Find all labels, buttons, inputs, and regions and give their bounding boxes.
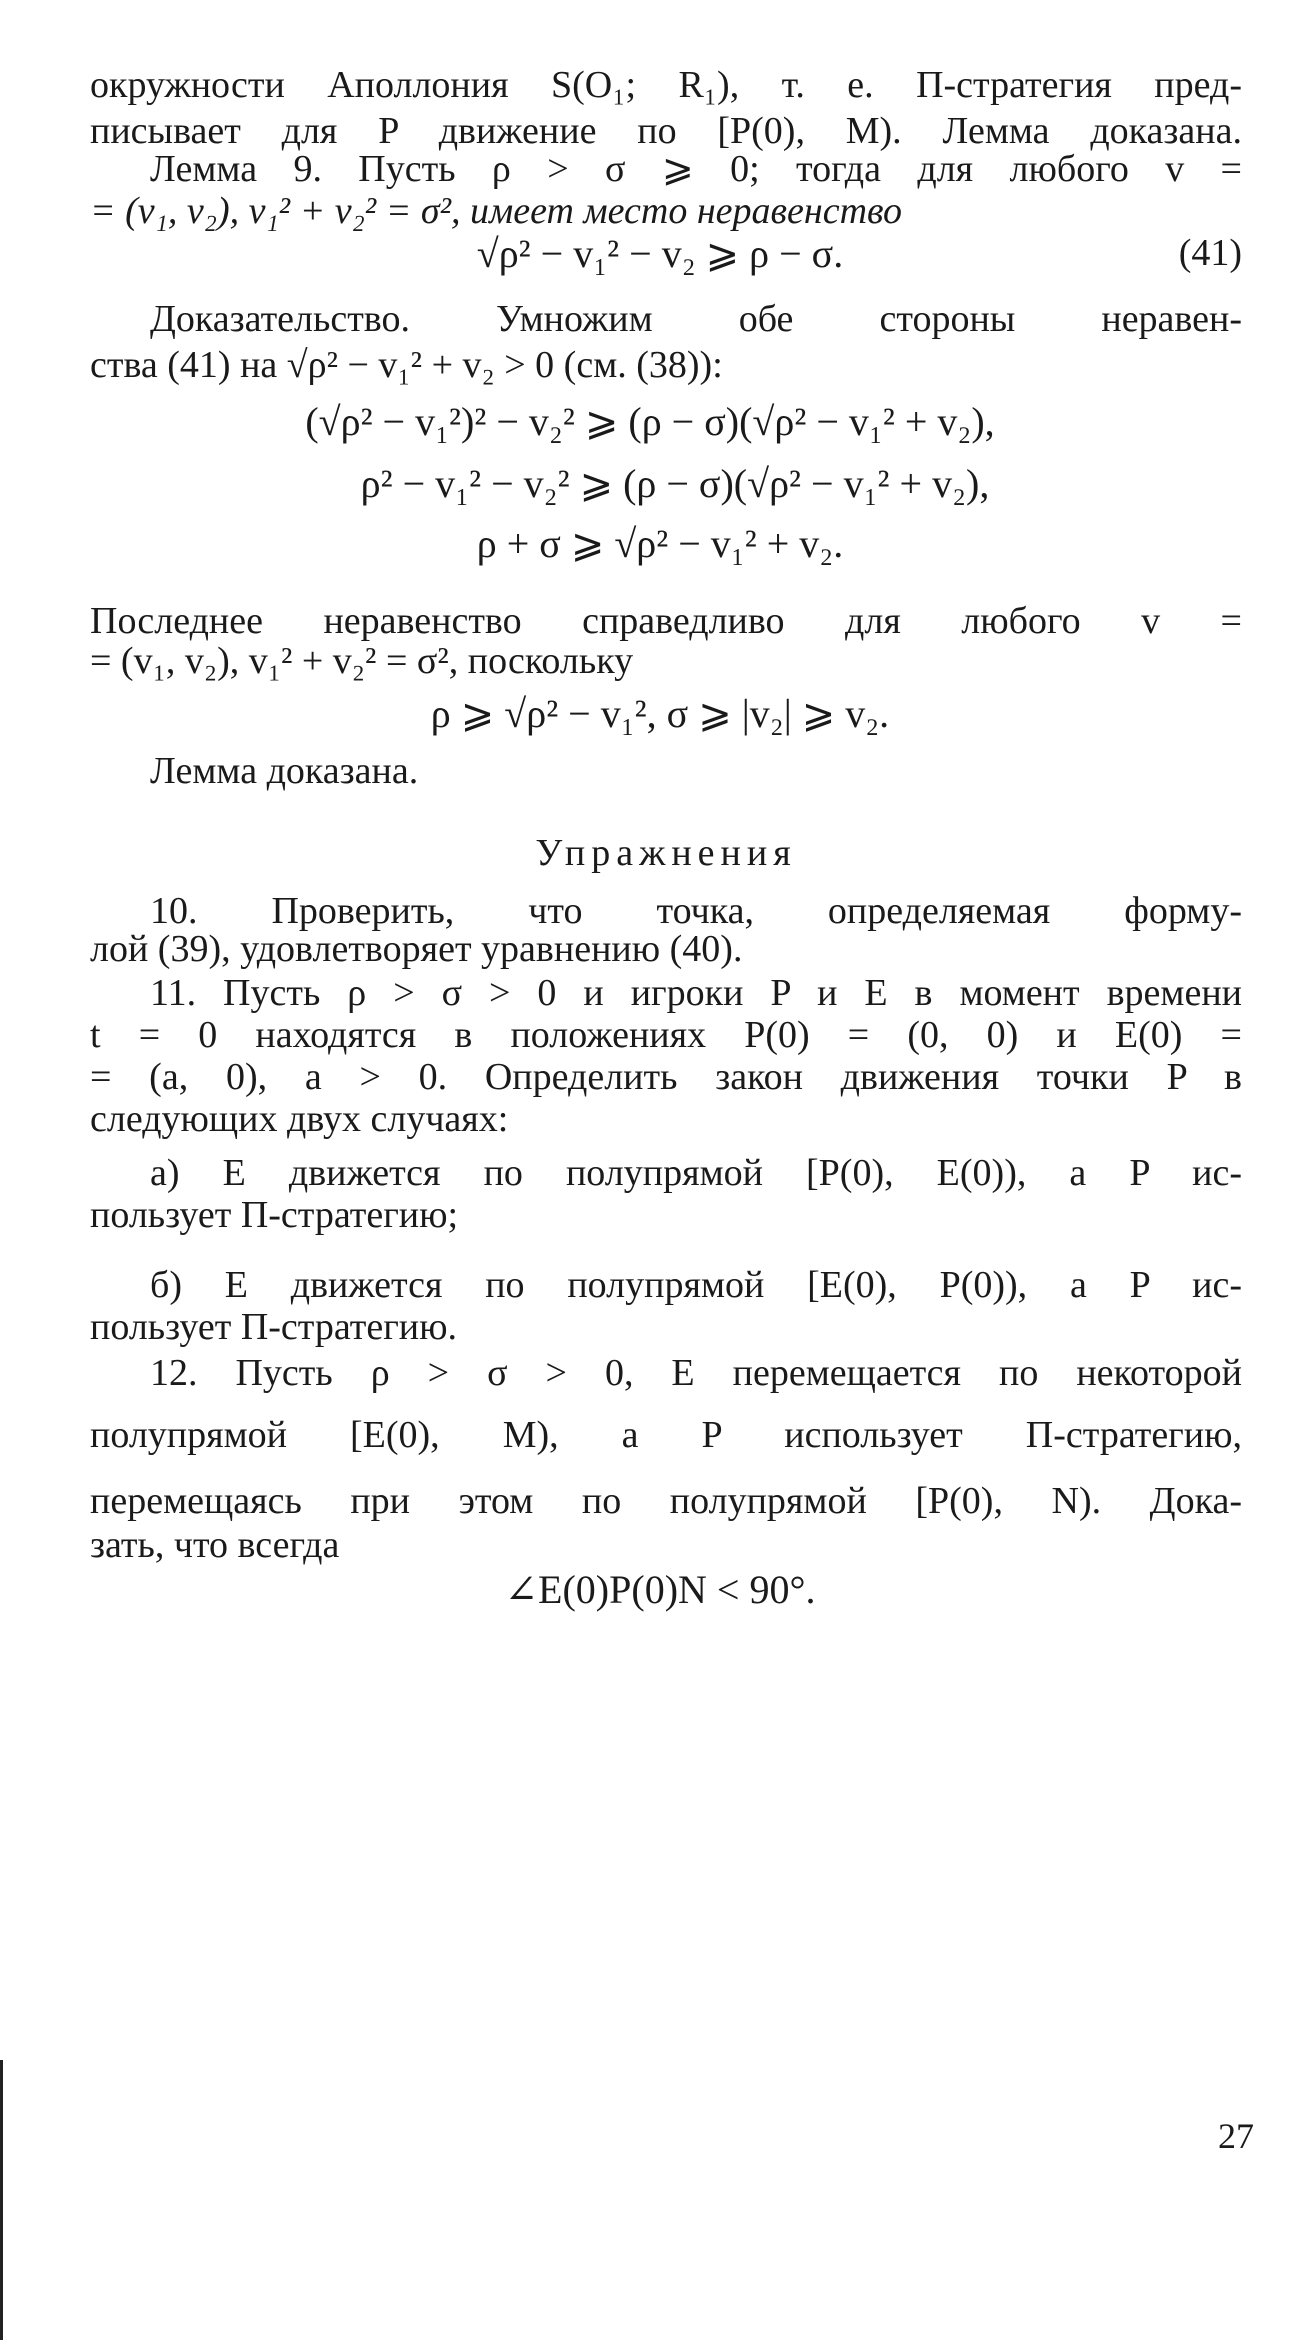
lemma-proved-line: Лемма доказана. xyxy=(150,750,419,792)
page-number: 27 xyxy=(1218,2116,1254,2156)
exercise-11-a: а) E движется по полупрямой [P(0), E(0)), а P ис- xyxy=(150,1152,1242,1194)
proof-heading-line: Доказательство. Умножим обе стороны неравен- xyxy=(150,298,1242,340)
lemma-9-statement: Лемма 9. Пусть ρ > σ ⩾ 0; тогда для любого v = xyxy=(150,148,1242,190)
text-line: Последнее неравенство справедливо для любого v = xyxy=(90,600,1242,642)
exercise-11: 11. Пусть ρ > σ > 0 и игроки P и E в момент времени xyxy=(150,972,1242,1014)
text-line: зать, что всегда xyxy=(90,1524,340,1566)
equation-step-2: ρ² − v₁² − v₂² ⩾ (ρ − σ)(√ρ² − v₁² + v₂), xyxy=(360,461,990,506)
text-line: лой (39), удовлетворяет уравнению (40). xyxy=(90,928,743,970)
equation-step-4: ρ ⩾ √ρ² − v₁², σ ⩾ |v₂| ⩾ v₂. xyxy=(430,691,890,736)
text-line: пользует П-стратегию; xyxy=(90,1194,459,1236)
exercise-10: 10. Проверить, что точка, определяемая форму- xyxy=(150,890,1242,932)
text-line: перемещаясь при этом по полупрямой [P(0), N). Дока- xyxy=(90,1480,1242,1522)
equation-step-3: ρ + σ ⩾ √ρ² − v₁² + v₂. xyxy=(476,521,844,566)
text-line: писывает для P движение по [P(0), M). Лемма доказана. xyxy=(90,110,1242,152)
scan-margin-line xyxy=(0,2060,3,2340)
exercise-11-b: б) E движется по полупрямой [E(0), P(0)), а P ис- xyxy=(150,1264,1242,1306)
equation-step-1: (√ρ² − v₁²)² − v₂² ⩾ (ρ − σ)(√ρ² − v₁² + v₂), xyxy=(305,399,995,444)
text-line: = (v₁, v₂), v₁² + v₂² = σ², имеет место неравенство xyxy=(90,190,903,232)
text-line: полупрямой [E(0), M), а P использует П-стратегию, xyxy=(90,1414,1242,1456)
equation-41-number: (41) xyxy=(1178,232,1242,274)
text-line: = (a, 0), a > 0. Определить закон движения точки P в xyxy=(90,1056,1242,1098)
text-line: пользует П-стратегию. xyxy=(90,1306,458,1348)
text-line: окружности Аполлония S(O₁; R₁), т. е. П-стратегия пред- xyxy=(90,64,1242,106)
equation-angle: ∠E(0)P(0)N < 90°. xyxy=(504,1567,816,1612)
text-line: ства (41) на √ρ² − v₁² + v₂ > 0 (см. (38)): xyxy=(90,344,723,386)
text-line: следующих двух случаях: xyxy=(90,1098,509,1140)
text-line: = (v₁, v₂), v₁² + v₂² = σ², поскольку xyxy=(90,640,634,682)
exercise-12: 12. Пусть ρ > σ > 0, E перемещается по некоторой xyxy=(150,1352,1242,1394)
equation-41: √ρ² − v₁² − v₂ ⩾ ρ − σ. xyxy=(476,231,844,276)
section-heading: Упражнения xyxy=(535,832,797,874)
text-line: t = 0 находятся в положениях P(0) = (0, 0) и E(0) = xyxy=(90,1014,1242,1056)
